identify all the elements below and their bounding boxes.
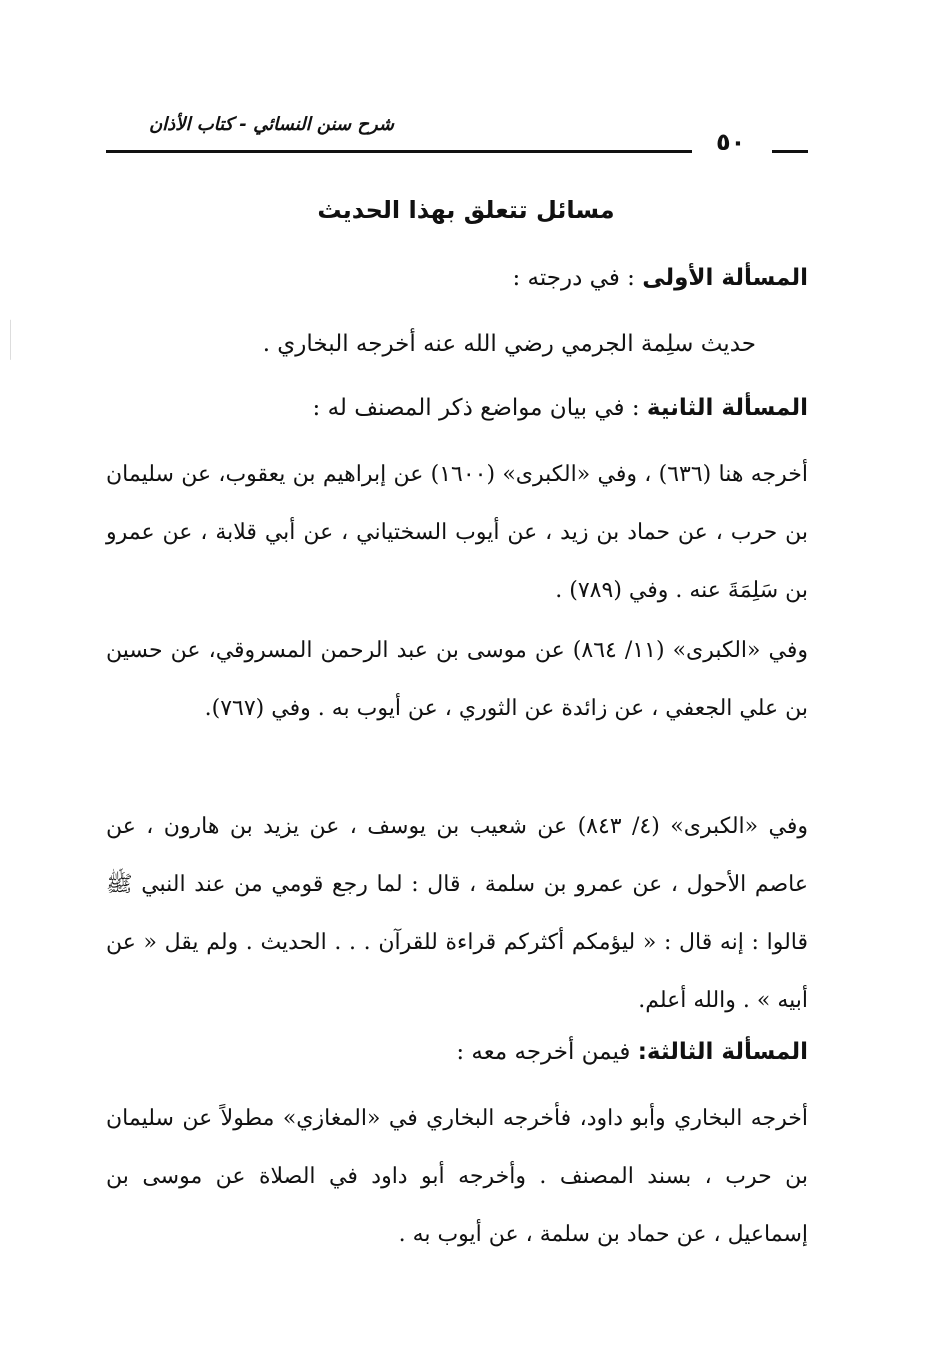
masala2-line bbox=[313, 380, 808, 436]
masala3-paragraph-1: أخرجه البخاري وأبو داود، فأخرجه البخاري في «المغازي» مطولاً عن سليمان بن حرب ، بسند المصنف . وأخرجه أبو داود في الصلاة عن موسى بن إسماعيل ، عن حماد بن سلمة ، عن أيوب به . bbox=[106, 1106, 808, 1247]
masala1-heading: المسألة الأولى bbox=[642, 265, 808, 291]
masala2-subject: : في بيان مواضع ذكر المصنف له : bbox=[312, 395, 647, 421]
masala3-heading: المسألة الثالثة: bbox=[637, 1039, 808, 1065]
masala1-body: حديث سلِمة الجرمي رضي الله عنه أخرجه البخاري . bbox=[262, 331, 756, 357]
masala2-paragraph-3: وفي «الكبرى» (٤/ ٨٤٣) عن شعيب بن يوسف ، عن يزيد بن هارون ، عن عاصم الأحول ، عن عمرو بن سلمة ، قال : لما رجع قومي من عند النبي ﷺ قالوا : إنه قال : « ليؤمكم أكثركم قراءة للقرآن . . . الحديث . ولم يقل « عن أبيه » . والله أعلم. bbox=[106, 814, 808, 1013]
masala1-subject: : في درجته : bbox=[512, 265, 643, 291]
masala1-line bbox=[512, 250, 808, 306]
masala2-paragraph-2: وفي «الكبرى» (١١/ ٨٦٤) عن موسى بن عبد الرحمن المسروقي، عن حسين بن علي الجعفي ، عن زائدة عن الثوري ، عن أيوب به . وفي (٧٦٧). bbox=[106, 638, 809, 721]
section-title: مسائل تتعلق بهذا الحديث bbox=[317, 196, 615, 224]
margin-mark bbox=[0, 316, 11, 360]
running-header-title: شرح سنن النسائي - كتاب الأذان bbox=[148, 114, 394, 135]
header-rule bbox=[106, 150, 692, 153]
masala2-paragraph-1: أخرجه هنا (٦٣٦) ، وفي «الكبرى» (١٦٠٠) عن إبراهيم بن يعقوب، عن سليمان بن حرب ، عن حماد بن زيد ، عن أيوب السختياني ، عن أبي قلابة ، عن عمرو بن سَلِمَةَ عنه . وفي (٧٨٩) . bbox=[106, 462, 808, 603]
masala3-line bbox=[456, 1024, 808, 1080]
masala2-heading: المسألة الثانية bbox=[646, 395, 808, 421]
masala3-subject: فيمن أخرجه معه : bbox=[456, 1039, 638, 1065]
header-rule-short bbox=[772, 150, 808, 153]
page-number: ٥٠ bbox=[716, 128, 746, 156]
